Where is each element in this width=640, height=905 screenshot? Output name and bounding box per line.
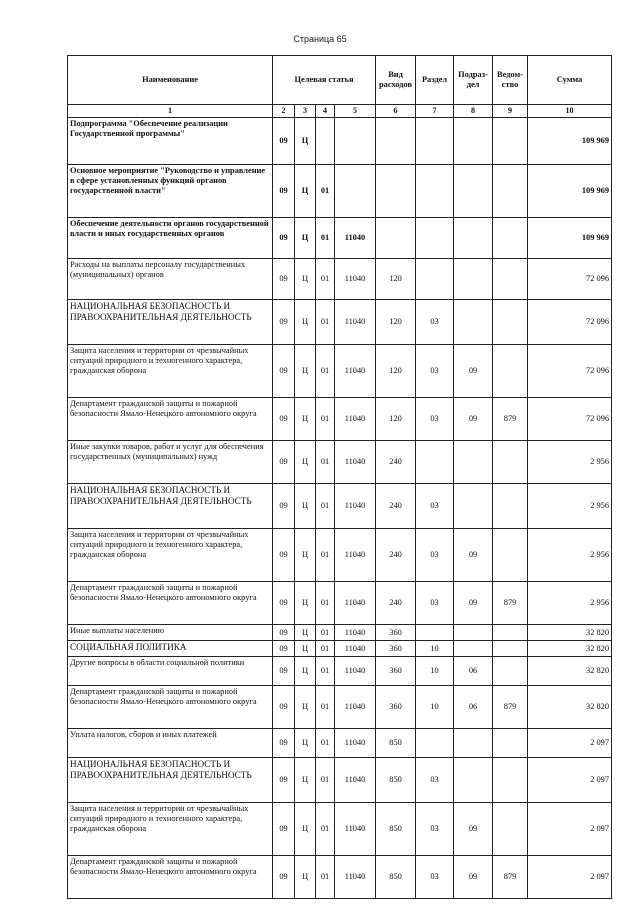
column-number: 3 xyxy=(295,105,316,118)
row-subsection: 09 xyxy=(454,398,493,441)
row-direction-code: 11040 xyxy=(335,856,376,899)
row-program-code: 09 xyxy=(273,529,295,582)
row-department xyxy=(493,529,528,582)
row-department xyxy=(493,345,528,398)
row-program-code: 09 xyxy=(273,218,295,259)
row-subprogram-code: Ц xyxy=(295,345,316,398)
row-sum: 32 820 xyxy=(528,686,612,729)
row-expense-type: 120 xyxy=(376,345,416,398)
row-direction-code: 11040 xyxy=(335,218,376,259)
row-program-code: 09 xyxy=(273,398,295,441)
table-row xyxy=(68,729,612,758)
row-department xyxy=(493,165,528,218)
row-subprogram-code: Ц xyxy=(295,803,316,856)
row-section: 10 xyxy=(416,657,454,686)
row-expense-type: 360 xyxy=(376,625,416,641)
row-program-code: 09 xyxy=(273,657,295,686)
row-expense-type xyxy=(376,218,416,259)
column-number: 5 xyxy=(335,105,376,118)
row-expense-type: 240 xyxy=(376,582,416,625)
row-section: 03 xyxy=(416,484,454,529)
header-department: Ведом-ство xyxy=(493,56,528,105)
row-name: Иные закупки товаров, работ и услуг для обеспечения государственных (муниципальных) нужд xyxy=(68,441,273,484)
row-department xyxy=(493,484,528,529)
row-subprogram-code: Ц xyxy=(295,118,316,165)
row-section: 10 xyxy=(416,641,454,657)
row-department xyxy=(493,729,528,758)
row-subprogram-code: Ц xyxy=(295,300,316,345)
row-subsection xyxy=(454,729,493,758)
row-expense-type: 850 xyxy=(376,803,416,856)
row-program-code: 09 xyxy=(273,441,295,484)
row-program-code: 09 xyxy=(273,300,295,345)
table-row xyxy=(68,118,612,165)
row-section: 03 xyxy=(416,300,454,345)
row-sum: 32 820 xyxy=(528,657,612,686)
row-section: 03 xyxy=(416,582,454,625)
row-sum: 2 956 xyxy=(528,484,612,529)
row-activity-code: 01 xyxy=(316,398,335,441)
row-direction-code: 11040 xyxy=(335,686,376,729)
row-subprogram-code: Ц xyxy=(295,686,316,729)
row-program-code: 09 xyxy=(273,484,295,529)
row-section xyxy=(416,259,454,300)
row-direction-code: 11040 xyxy=(335,259,376,300)
row-section xyxy=(416,118,454,165)
row-section: 03 xyxy=(416,398,454,441)
row-activity-code xyxy=(316,118,335,165)
row-activity-code: 01 xyxy=(316,758,335,803)
row-name: НАЦИОНАЛЬНАЯ БЕЗОПАСНОСТЬ И ПРАВООХРАНИТЕЛЬНАЯ ДЕЯТЕЛЬНОСТЬ xyxy=(68,300,273,345)
row-program-code: 09 xyxy=(273,729,295,758)
table-row xyxy=(68,300,612,345)
row-department: 879 xyxy=(493,856,528,899)
column-number: 8 xyxy=(454,105,493,118)
row-activity-code: 01 xyxy=(316,641,335,657)
row-subsection xyxy=(454,259,493,300)
row-name: Защита населения и территории от чрезвычайных ситуаций природного и техногенного характера, гражданская оборона xyxy=(68,345,273,398)
row-name: Другие вопросы в области социальной политики xyxy=(68,657,273,686)
row-expense-type: 360 xyxy=(376,641,416,657)
table-row xyxy=(68,398,612,441)
row-expense-type: 120 xyxy=(376,300,416,345)
column-number: 4 xyxy=(316,105,335,118)
row-subprogram-code: Ц xyxy=(295,398,316,441)
budget-table xyxy=(67,55,612,899)
row-expense-type: 240 xyxy=(376,484,416,529)
table-row xyxy=(68,529,612,582)
table-row xyxy=(68,758,612,803)
table-row xyxy=(68,625,612,641)
table-row xyxy=(68,582,612,625)
row-sum: 2 097 xyxy=(528,856,612,899)
row-expense-type: 120 xyxy=(376,398,416,441)
row-subprogram-code: Ц xyxy=(295,856,316,899)
row-section: 03 xyxy=(416,758,454,803)
column-number: 6 xyxy=(376,105,416,118)
row-name: Подпрограмма "Обеспечение реализации Государственной программы" xyxy=(68,118,273,165)
table-row xyxy=(68,641,612,657)
row-program-code: 09 xyxy=(273,856,295,899)
row-name: НАЦИОНАЛЬНАЯ БЕЗОПАСНОСТЬ И ПРАВООХРАНИТЕЛЬНАЯ ДЕЯТЕЛЬНОСТЬ xyxy=(68,484,273,529)
row-subsection: 09 xyxy=(454,856,493,899)
row-subsection xyxy=(454,625,493,641)
row-department xyxy=(493,300,528,345)
row-direction-code: 11040 xyxy=(335,300,376,345)
row-subprogram-code: Ц xyxy=(295,582,316,625)
row-activity-code: 01 xyxy=(316,729,335,758)
row-expense-type: 240 xyxy=(376,441,416,484)
row-sum: 2 097 xyxy=(528,803,612,856)
row-sum: 72 096 xyxy=(528,300,612,345)
table-row xyxy=(68,441,612,484)
row-expense-type: 360 xyxy=(376,686,416,729)
row-activity-code: 01 xyxy=(316,686,335,729)
row-direction-code: 11040 xyxy=(335,729,376,758)
row-sum: 109 969 xyxy=(528,165,612,218)
row-name: НАЦИОНАЛЬНАЯ БЕЗОПАСНОСТЬ И ПРАВООХРАНИТЕЛЬНАЯ ДЕЯТЕЛЬНОСТЬ xyxy=(68,758,273,803)
row-direction-code: 11040 xyxy=(335,758,376,803)
row-department xyxy=(493,218,528,259)
header-subsection: Подраз-дел xyxy=(454,56,493,105)
row-activity-code: 01 xyxy=(316,529,335,582)
row-sum: 2 956 xyxy=(528,582,612,625)
row-name: Иные выплаты населению xyxy=(68,625,273,641)
row-program-code: 09 xyxy=(273,165,295,218)
row-name: Расходы на выплаты персоналу государственных (муниципальных) органов xyxy=(68,259,273,300)
row-subsection xyxy=(454,165,493,218)
row-section: 03 xyxy=(416,529,454,582)
row-subprogram-code: Ц xyxy=(295,484,316,529)
row-name: Защита населения и территории от чрезвычайных ситуаций природного и техногенного характера, гражданская оборона xyxy=(68,529,273,582)
row-expense-type: 360 xyxy=(376,657,416,686)
row-direction-code: 11040 xyxy=(335,484,376,529)
row-name: Основное мероприятие "Руководство и управление в сфере установленных функций органов государственной власти" xyxy=(68,165,273,218)
header-target-article: Целевая статья xyxy=(273,56,376,105)
column-number: 2 xyxy=(273,105,295,118)
column-number: 10 xyxy=(528,105,612,118)
header-sum: Сумма xyxy=(528,56,612,105)
row-activity-code: 01 xyxy=(316,259,335,300)
row-activity-code: 01 xyxy=(316,165,335,218)
row-direction-code: 11040 xyxy=(335,641,376,657)
row-subprogram-code: Ц xyxy=(295,529,316,582)
row-section xyxy=(416,218,454,259)
row-department: 879 xyxy=(493,398,528,441)
row-expense-type xyxy=(376,165,416,218)
row-activity-code: 01 xyxy=(316,441,335,484)
row-expense-type: 850 xyxy=(376,758,416,803)
row-subsection: 09 xyxy=(454,529,493,582)
row-section xyxy=(416,729,454,758)
row-sum: 2 956 xyxy=(528,441,612,484)
row-subprogram-code: Ц xyxy=(295,657,316,686)
header-name: Наименование xyxy=(68,56,273,105)
row-department xyxy=(493,803,528,856)
row-sum: 32 820 xyxy=(528,641,612,657)
row-sum: 2 097 xyxy=(528,758,612,803)
row-subsection xyxy=(454,300,493,345)
row-name: Обеспечение деятельности органов государственной власти и иных государственных органов xyxy=(68,218,273,259)
row-subsection: 09 xyxy=(454,803,493,856)
row-subsection: 09 xyxy=(454,345,493,398)
row-department xyxy=(493,259,528,300)
row-sum: 32 820 xyxy=(528,625,612,641)
table-header-row xyxy=(68,56,612,105)
row-department xyxy=(493,758,528,803)
row-expense-type: 240 xyxy=(376,529,416,582)
row-department xyxy=(493,441,528,484)
row-name: СОЦИАЛЬНАЯ ПОЛИТИКА xyxy=(68,641,273,657)
row-program-code: 09 xyxy=(273,345,295,398)
row-expense-type: 120 xyxy=(376,259,416,300)
row-sum: 109 969 xyxy=(528,118,612,165)
row-subprogram-code: Ц xyxy=(295,625,316,641)
row-subsection xyxy=(454,641,493,657)
row-program-code: 09 xyxy=(273,803,295,856)
table-row xyxy=(68,484,612,529)
row-direction-code: 11040 xyxy=(335,582,376,625)
table-row xyxy=(68,218,612,259)
row-subsection xyxy=(454,441,493,484)
row-expense-type: 850 xyxy=(376,729,416,758)
row-activity-code: 01 xyxy=(316,484,335,529)
row-sum: 72 096 xyxy=(528,345,612,398)
row-activity-code: 01 xyxy=(316,345,335,398)
row-direction-code xyxy=(335,118,376,165)
row-program-code: 09 xyxy=(273,758,295,803)
row-section: 03 xyxy=(416,345,454,398)
row-section xyxy=(416,441,454,484)
row-name: Уплата налогов, сборов и иных платежей xyxy=(68,729,273,758)
row-activity-code: 01 xyxy=(316,803,335,856)
row-name: Департамент гражданской защиты и пожарной безопасности Ямало-Ненецкого автономного округа xyxy=(68,856,273,899)
row-subprogram-code: Ц xyxy=(295,641,316,657)
row-activity-code: 01 xyxy=(316,300,335,345)
table-row xyxy=(68,686,612,729)
row-name: Департамент гражданской защиты и пожарной безопасности Ямало-Ненецкого автономного округа xyxy=(68,582,273,625)
row-subsection xyxy=(454,118,493,165)
row-sum: 2 097 xyxy=(528,729,612,758)
row-department: 879 xyxy=(493,686,528,729)
row-section: 03 xyxy=(416,856,454,899)
row-subsection xyxy=(454,218,493,259)
row-direction-code: 11040 xyxy=(335,657,376,686)
row-name: Защита населения и территории от чрезвычайных ситуаций природного и техногенного характера, гражданская оборона xyxy=(68,803,273,856)
page-number: Страница 65 xyxy=(293,34,347,44)
table-body xyxy=(68,118,612,899)
table-row xyxy=(68,345,612,398)
row-subsection: 09 xyxy=(454,582,493,625)
row-subprogram-code: Ц xyxy=(295,441,316,484)
row-subprogram-code: Ц xyxy=(295,729,316,758)
row-expense-type: 850 xyxy=(376,856,416,899)
row-department xyxy=(493,657,528,686)
row-direction-code: 11040 xyxy=(335,803,376,856)
row-sum: 2 956 xyxy=(528,529,612,582)
row-program-code: 09 xyxy=(273,641,295,657)
column-number: 9 xyxy=(493,105,528,118)
row-subsection xyxy=(454,758,493,803)
column-number-row xyxy=(68,105,612,118)
header-section: Раздел xyxy=(416,56,454,105)
row-expense-type xyxy=(376,118,416,165)
table-row xyxy=(68,165,612,218)
row-program-code: 09 xyxy=(273,259,295,300)
row-activity-code: 01 xyxy=(316,657,335,686)
row-program-code: 09 xyxy=(273,686,295,729)
row-department: 879 xyxy=(493,582,528,625)
row-activity-code: 01 xyxy=(316,582,335,625)
row-subprogram-code: Ц xyxy=(295,165,316,218)
row-direction-code: 11040 xyxy=(335,625,376,641)
table-row xyxy=(68,657,612,686)
row-subsection xyxy=(454,484,493,529)
column-number: 1 xyxy=(68,105,273,118)
row-section: 10 xyxy=(416,686,454,729)
row-activity-code: 01 xyxy=(316,218,335,259)
row-department xyxy=(493,641,528,657)
table-row xyxy=(68,259,612,300)
row-program-code: 09 xyxy=(273,582,295,625)
row-program-code: 09 xyxy=(273,625,295,641)
row-section xyxy=(416,625,454,641)
row-subsection: 06 xyxy=(454,686,493,729)
row-activity-code: 01 xyxy=(316,856,335,899)
row-direction-code: 11040 xyxy=(335,398,376,441)
row-direction-code xyxy=(335,165,376,218)
row-subprogram-code: Ц xyxy=(295,758,316,803)
row-section: 03 xyxy=(416,803,454,856)
row-direction-code: 11040 xyxy=(335,529,376,582)
column-number: 7 xyxy=(416,105,454,118)
row-department xyxy=(493,118,528,165)
row-section xyxy=(416,165,454,218)
row-program-code: 09 xyxy=(273,118,295,165)
row-direction-code: 11040 xyxy=(335,345,376,398)
row-subprogram-code: Ц xyxy=(295,259,316,300)
row-sum: 72 096 xyxy=(528,259,612,300)
table-row xyxy=(68,803,612,856)
row-activity-code: 01 xyxy=(316,625,335,641)
header-expense-type: Вид расходов xyxy=(376,56,416,105)
row-sum: 109 969 xyxy=(528,218,612,259)
row-direction-code: 11040 xyxy=(335,441,376,484)
row-subprogram-code: Ц xyxy=(295,218,316,259)
row-sum: 72 096 xyxy=(528,398,612,441)
row-name: Департамент гражданской защиты и пожарной безопасности Ямало-Ненецкого автономного округа xyxy=(68,398,273,441)
row-name: Департамент гражданской защиты и пожарной безопасности Ямало-Ненецкого автономного округа xyxy=(68,686,273,729)
table-row xyxy=(68,856,612,899)
row-department xyxy=(493,625,528,641)
row-subsection: 06 xyxy=(454,657,493,686)
